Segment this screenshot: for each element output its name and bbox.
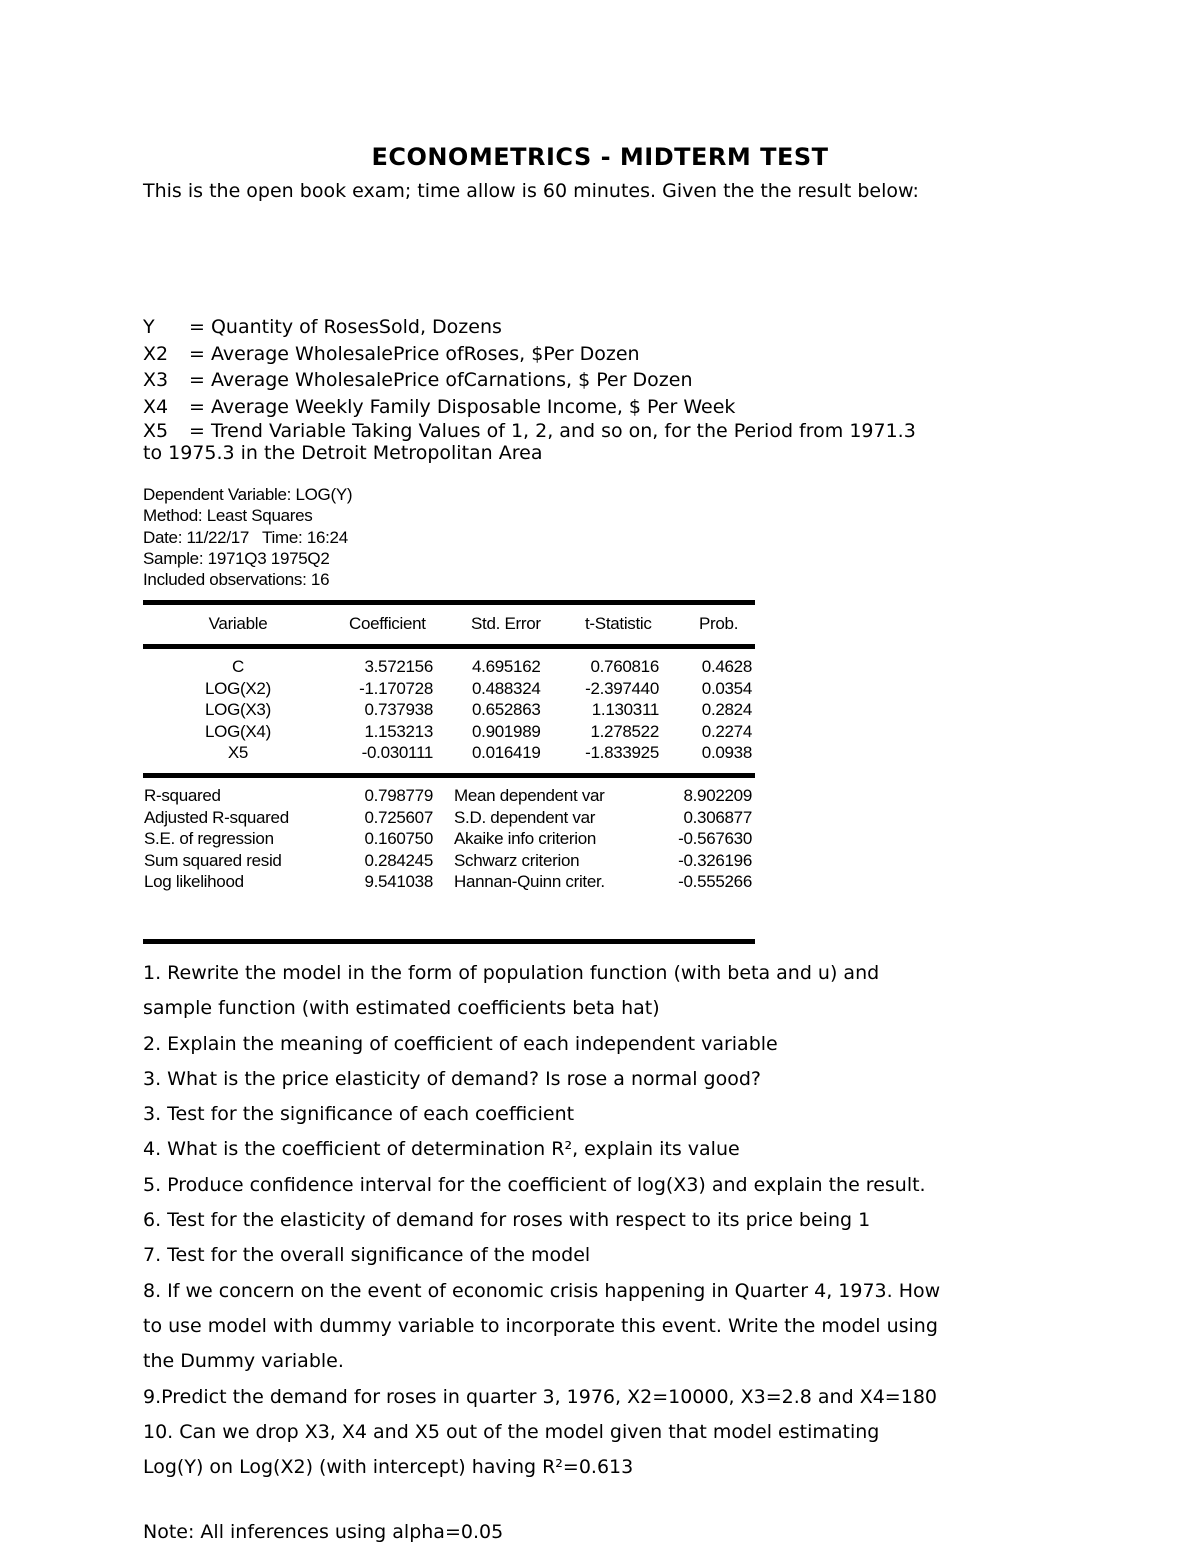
stat-label: Sum squared resid	[144, 850, 282, 870]
definition-row	[143, 394, 983, 421]
table-row	[143, 678, 755, 700]
stat-row	[143, 828, 755, 850]
table-rule	[143, 600, 755, 605]
footnote: Note: All inferences using alpha=0.05	[143, 1521, 504, 1543]
cell-coefficient: -1.170728	[359, 678, 433, 698]
cell-variable: X5	[227, 743, 249, 762]
cell-t-statistic: -1.833925	[585, 743, 659, 762]
stat-value: 0.306877	[683, 807, 752, 827]
variable-definitions	[143, 314, 983, 467]
cell-t-statistic: 0.760816	[590, 657, 659, 676]
stat-label: Log likelihood	[144, 872, 244, 891]
stat-label: Akaike info criterion	[454, 829, 597, 848]
stat-label: Schwarz criterion	[454, 850, 580, 870]
cell-prob: 0.4628	[701, 657, 752, 676]
question-line: 7. Test for the overall significance of the model	[143, 1244, 591, 1267]
table-rule	[143, 644, 755, 649]
header-coefficient: Coefficient	[349, 614, 426, 633]
question-line: 6. Test for the elasticity of demand for roses with respect to its price being 1	[143, 1209, 871, 1232]
stat-row	[143, 807, 755, 829]
stat-row	[143, 785, 755, 807]
regression-output	[143, 484, 756, 891]
definition-text: = Average WholesalePrice ofCarnations, $ Per Dozen	[189, 369, 693, 391]
cell-t-statistic: 1.278522	[590, 721, 659, 741]
stat-row	[143, 850, 755, 872]
table-row	[143, 699, 755, 721]
definition-row	[143, 420, 983, 442]
header-t-statistic: t-Statistic	[585, 614, 652, 633]
table-header	[143, 612, 755, 636]
stat-value: -0.326196	[678, 850, 752, 870]
header-prob: Prob.	[699, 614, 739, 633]
definition-continuation: to 1975.3 in the Detroit Metropolitan Area	[143, 442, 543, 464]
page-title: ECONOMETRICS - MIDTERM TEST	[371, 143, 829, 171]
meta-observations: Included observations: 16	[143, 570, 330, 590]
cell-std-error: 0.016419	[472, 743, 541, 762]
cell-coefficient: 3.572156	[364, 657, 433, 676]
meta-dependent-variable: Dependent Variable: LOG(Y)	[143, 485, 353, 504]
table-rule	[143, 939, 755, 944]
definition-symbol: X4	[143, 395, 169, 418]
cell-coefficient: -0.030111	[361, 743, 433, 762]
cell-variable: C	[232, 657, 244, 676]
question-line: 1. Rewrite the model in the form of population function (with beta and u) and	[143, 962, 880, 984]
stat-label: S.D. dependent var	[454, 807, 596, 827]
meta-method: Method: Least Squares	[143, 506, 313, 526]
stat-value: -0.555266	[678, 872, 752, 891]
definition-symbol: X2	[143, 342, 169, 365]
question-list	[143, 956, 1003, 1485]
cell-prob: 0.0938	[701, 743, 752, 762]
cell-coefficient: 0.737938	[364, 700, 433, 719]
question-line: 10. Can we drop X3, X4 and X5 out of the model given that model estimating	[143, 1420, 880, 1443]
definition-text: = Trend Variable Taking Values of 1, 2, and so on, for the Period from 1971.3	[189, 420, 916, 442]
cell-std-error: 0.652863	[472, 700, 541, 719]
cell-prob: 0.2824	[701, 700, 752, 719]
definition-text: = Quantity of RosesSold, Dozens	[189, 316, 502, 338]
stat-value: 0.798779	[364, 786, 433, 805]
question-line: sample function (with estimated coefficients beta hat)	[143, 997, 660, 1020]
table-rule	[143, 773, 755, 778]
stat-label: S.E. of regression	[144, 829, 274, 848]
header-std-error: Std. Error	[471, 614, 541, 633]
definition-text: = Average Weekly Family Disposable Income, $ Per Week	[189, 395, 736, 418]
cell-t-statistic: -2.397440	[585, 678, 659, 698]
question-line: to use model with dummy variable to incorporate this event. Write the model using	[143, 1314, 938, 1337]
definition-text: = Average WholesalePrice ofRoses, $Per Dozen	[189, 342, 640, 365]
stat-label: Mean dependent var	[454, 786, 605, 805]
stat-row	[143, 871, 755, 893]
stat-value: 0.284245	[364, 850, 433, 870]
stat-value: 0.725607	[364, 807, 433, 827]
question-line: Log(Y) on Log(X2) (with intercept) having R²=0.613	[143, 1456, 634, 1479]
definition-symbol: Y	[143, 316, 155, 338]
cell-std-error: 0.901989	[472, 721, 541, 741]
question-line: 5. Produce confidence interval for the coefficient of log(X3) and explain the result.	[143, 1173, 926, 1196]
cell-prob: 0.0354	[701, 678, 752, 698]
stat-label: Hannan-Quinn criter.	[454, 872, 605, 891]
question-line: 3. Test for the significance of each coefficient	[143, 1103, 575, 1126]
stat-label: Adjusted R-squared	[144, 807, 289, 827]
cell-coefficient: 1.153213	[364, 721, 433, 741]
stat-value: -0.567630	[678, 829, 752, 848]
table-row	[143, 742, 755, 764]
intro-text: This is the open book exam; time allow is 60 minutes. Given the the result below:	[143, 180, 919, 202]
definition-row	[143, 367, 983, 394]
meta-sample: Sample: 1971Q3 1975Q2	[143, 548, 330, 568]
stat-value: 9.541038	[364, 872, 433, 891]
cell-prob: 0.2274	[701, 721, 752, 741]
definition-row	[143, 314, 983, 341]
cell-std-error: 0.488324	[472, 678, 541, 698]
stat-value: 8.902209	[683, 786, 752, 805]
definition-symbol: X5	[143, 420, 169, 442]
stat-value: 0.160750	[364, 829, 433, 848]
question-line: 8. If we concern on the event of economic crisis happening in Quarter 4, 1973. How	[143, 1279, 941, 1302]
question-line: 9.Predict the demand for roses in quarter 3, 1976, X2=10000, X3=2.8 and X4=180	[143, 1385, 937, 1408]
table-row	[143, 721, 755, 743]
definition-row	[143, 341, 983, 368]
definition-symbol: X3	[143, 369, 169, 391]
question-line: 3. What is the price elasticity of demand? Is rose a normal good?	[143, 1067, 762, 1090]
cell-std-error: 4.695162	[472, 657, 541, 676]
cell-variable: LOG(X3)	[205, 700, 271, 719]
question-line: 4. What is the coefficient of determination R², explain its value	[143, 1138, 740, 1161]
question-line: the Dummy variable.	[143, 1350, 344, 1373]
table-row	[143, 656, 755, 678]
header-variable: Variable	[208, 614, 268, 633]
question-line: 2. Explain the meaning of coefficient of each independent variable	[143, 1032, 778, 1055]
cell-variable: LOG(X2)	[205, 678, 271, 698]
meta-date: Date: 11/22/17 Time: 16:24	[143, 527, 348, 547]
cell-variable: LOG(X4)	[205, 721, 271, 741]
cell-t-statistic: 1.130311	[591, 700, 659, 719]
stat-label: R-squared	[144, 786, 221, 805]
